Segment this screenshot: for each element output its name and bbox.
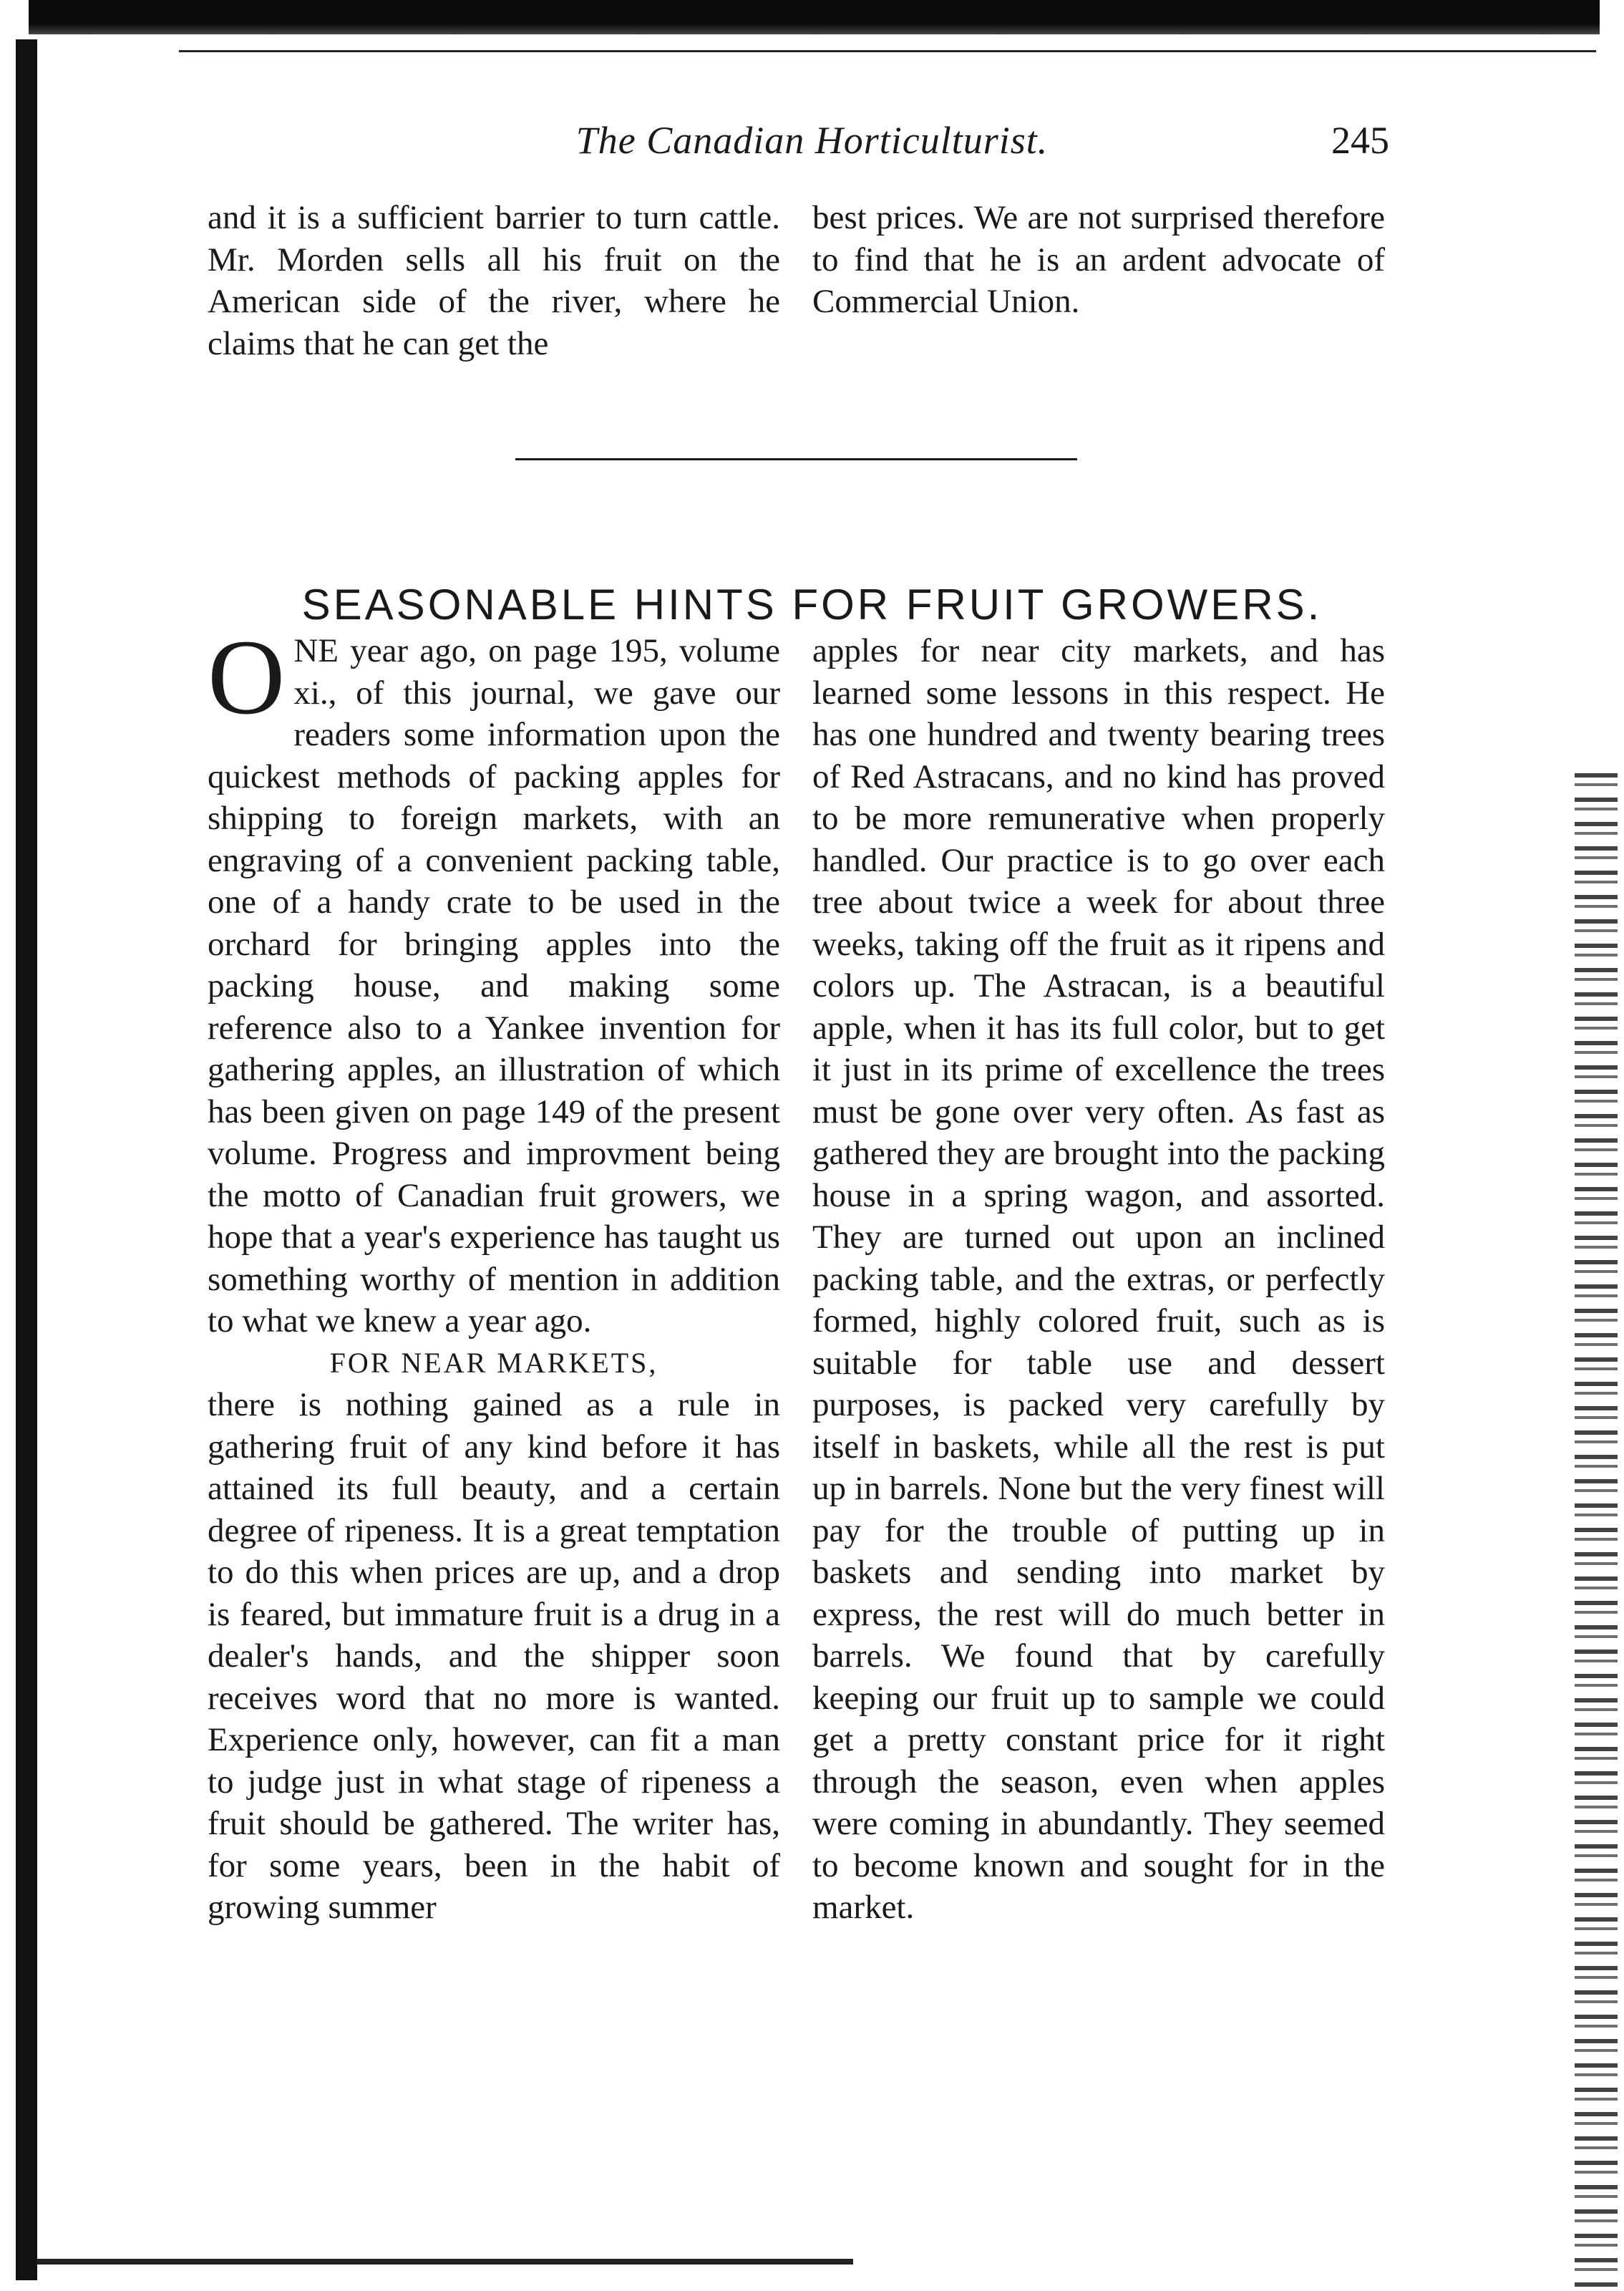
drop-cap: O [208,618,286,737]
article-paragraph-2: there is nothing gained as a rule in gathering fruit of any kind before it has attained its full beauty, and a certain degree of ripeness. It is a great temptation to do this when prices are up, and a drop is feared, but immature fruit is a drug in a dealer's hands, and the shipper soon receives word that no more is wanted. Experience only, however, can fit a man to judge just in what stage of ripeness a fruit should be gathered. The writer has, for some years, been in the habit of growing summer [208,1386,780,1926]
continued-paragraph-left: and it is a sufficient barrier to turn cattle. Mr. Morden sells all his fruit on the American side of the river, where he claims that he can get the [208,199,780,362]
continued-text-right [812,197,1385,323]
header-rule [179,50,1596,52]
section-divider [515,458,1077,460]
continued-paragraph-right: best prices. We are not surprised therefore to find that he is an ardent advocate of Commercial Union. [812,199,1385,320]
scan-edge-left [16,39,37,2280]
article-title: SEASONABLE HINTS FOR FRUIT GROWERS. [301,581,1323,629]
continued-text-left [208,197,780,364]
subhead-near-markets: FOR NEAR MARKETS, [329,1346,658,1379]
article-paragraph-3: apples for near city markets, and has learned some lessons in this respect. He has one hundred and twenty bearing trees of Red Astracans, and no kind has proved to be more remunerative when properly handled. Our practice is to go over each tree about twice a week for about three weeks, taking off the fruit as it ripens and colors up. The Astracan, is a beautiful apple, when it has its full color, but to get it just in its prime of excellence the trees must be gone over very often. As fast as gathered they are brought into the packing house in a spring wagon, and assorted. They are turned out upon an inclined packing table, and the extras, or perfectly formed, highly colored fruit, such as is suitable for table use and dessert purposes, is packed very carefully by itself in baskets, while all the rest is put up in barrels. None but the very finest will pay for the trouble of putting up in baskets and sending into market by express, the rest will do much better in barrels. We found that by carefully keeping our fruit up to sample we could get a pretty constant price for it right through the season, even when apples were coming in abundantly. They seemed to become known and sought for in the market. [812,632,1385,1926]
scan-edge-top [29,0,1600,34]
running-title: The Canadian Horticulturist. [575,119,1049,162]
scan-edge-right [1575,773,1618,2291]
article-column-right [812,630,1385,1929]
article-paragraph-1 [208,618,780,1342]
lead-caps: NE [293,632,339,669]
article-column-left [208,618,780,1929]
scan-edge-bottom [37,2259,853,2265]
page-number: 245 [1331,119,1389,162]
paragraph-1-text: year ago, on page 195, volume xi., of this journal, we gave our readers some information upon the quickest methods of packing apples for shipping to foreign markets, with an engraving of a convenient packing table, one of a handy crate to be used in the orchard for bringing apples into the packing house, and making some reference also to a Yankee invention for gathering apples, an illustration of which has been given on page 149 of the present volume. Progress and improvment being the motto of Canadian fruit growers, we hope that a year's experience has taught us something worthy of mention in addition to what we knew a year ago. [208,632,780,1340]
